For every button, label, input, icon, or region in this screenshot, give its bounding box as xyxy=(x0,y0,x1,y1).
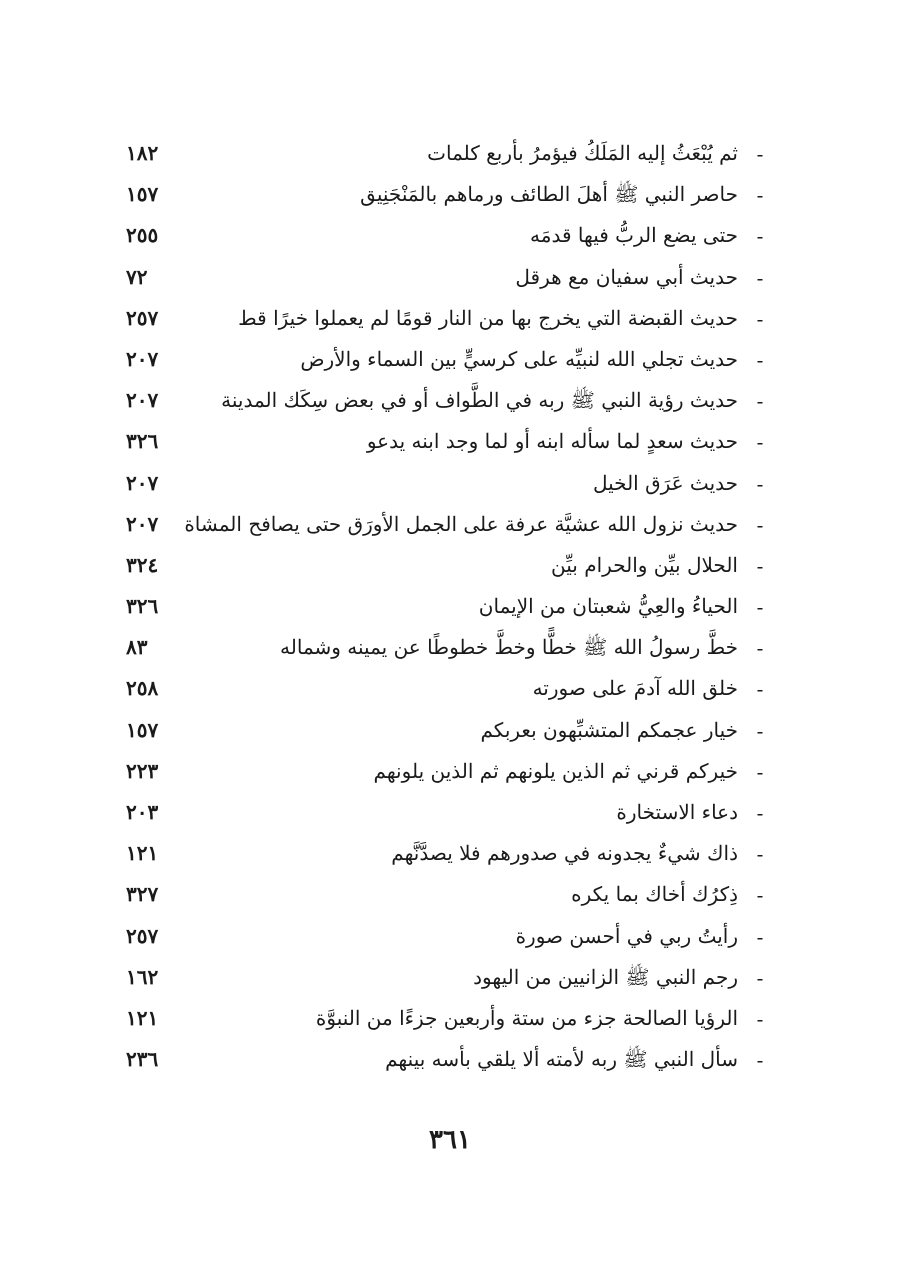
entry-text: ذاك شيءٌ يجدونه في صدورهم فلا يصدَّنَّهم xyxy=(391,841,738,866)
entry-page-number: ٢٠٧ xyxy=(126,346,159,371)
entry-text: خيار عجمكم المتشبِّهون بعربكم xyxy=(480,717,738,742)
index-entry xyxy=(120,628,768,669)
entry-text: حتى يضع الربُّ فيها قدمَه xyxy=(530,223,738,248)
entry-dash: - xyxy=(756,224,764,249)
entry-dash: - xyxy=(756,759,764,784)
index-entry xyxy=(120,958,768,999)
index-entry xyxy=(120,546,768,587)
index-entry xyxy=(120,381,768,422)
page-number: ٣٦١ xyxy=(429,1125,471,1155)
index-entry xyxy=(120,711,768,752)
entry-text: ذِكرُك أخاك بما يكره xyxy=(571,882,738,907)
entry-text: خلق الله آدمَ على صورته xyxy=(532,676,738,701)
entry-page-number: ١٢١ xyxy=(126,841,159,866)
entry-text: خيركم قرني ثم الذين يلونهم ثم الذين يلونهم xyxy=(373,758,738,783)
index-entry xyxy=(120,299,768,340)
index-entry xyxy=(120,175,768,216)
entry-text: رجم النبي ﷺ الزانيين من اليهود xyxy=(473,964,738,989)
entry-text: خطَّ رسولُ الله ﷺ خطًّا وخطَّ خطوطًا عن يمينه وشماله xyxy=(280,635,738,660)
entry-page-number: ٢٢٣ xyxy=(126,758,159,783)
entry-dash: - xyxy=(756,306,764,331)
entry-page-number: ٣٢٦ xyxy=(126,429,159,454)
entry-page-number: ٣٢٦ xyxy=(126,594,159,619)
entry-page-number: ٢٥٧ xyxy=(126,305,159,330)
entry-dash: - xyxy=(756,636,764,661)
entry-page-number: ٢٥٨ xyxy=(126,676,159,701)
entry-text: الرؤيا الصالحة جزء من ستة وأربعين جزءًا من النبوَّة xyxy=(315,1005,738,1030)
entry-page-number: ٢٥٥ xyxy=(126,223,159,248)
index-entry xyxy=(120,422,768,463)
entry-dash: - xyxy=(756,389,764,414)
entry-page-number: ١٨٢ xyxy=(126,141,159,165)
entry-dash: - xyxy=(756,1006,764,1031)
entry-text: دعاء الاستخارة xyxy=(616,800,738,824)
entry-text: رأيتُ ربي في أحسن صورة xyxy=(515,923,738,948)
entry-page-number: ٢٠٧ xyxy=(126,388,159,413)
index-entry xyxy=(120,134,768,175)
entry-page-number: ٢٥٧ xyxy=(126,923,159,948)
entry-dash: - xyxy=(756,595,764,620)
entry-page-number: ١٦٢ xyxy=(126,964,159,989)
entry-text: الحياءُ والعِيُّ شعبتان من الإيمان xyxy=(478,594,738,619)
entry-text: حديث سعدٍ لما سأله ابنه أو لما وجد ابنه يدعو xyxy=(366,429,738,454)
entry-dash: - xyxy=(756,965,764,990)
entry-text: حديث القبضة التي يخرج بها من النار قومًا لم يعملوا خيرًا قط xyxy=(238,305,738,330)
entry-text: حديث تجلي الله لنبيِّه على كرسيٍّ بين السماء والأرض xyxy=(300,346,738,371)
entry-page-number: ٨٣ xyxy=(126,635,148,660)
entry-dash: - xyxy=(756,883,764,908)
entry-text: حديث عَرَق الخيل xyxy=(592,470,738,495)
index-entry xyxy=(120,669,768,710)
index-entry xyxy=(120,999,768,1040)
entry-text: حاصر النبي ﷺ أهلَ الطائف ورماهم بالمَنْجَنِيق xyxy=(360,182,738,207)
entry-text: حديث نزول الله عشيَّة عرفة على الجمل الأورَق حتى يصافح المشاة xyxy=(184,511,738,536)
index-entry xyxy=(120,917,768,958)
entry-dash: - xyxy=(756,512,764,537)
index-entry xyxy=(120,875,768,916)
index-entry xyxy=(120,793,768,834)
hadith-index-list xyxy=(120,134,768,1081)
index-entry xyxy=(120,216,768,257)
entry-dash: - xyxy=(756,347,764,372)
entry-dash: - xyxy=(756,265,764,290)
entry-page-number: ١٥٧ xyxy=(126,717,159,742)
index-entry xyxy=(120,505,768,546)
entry-text: الحلال بيِّن والحرام بيِّن xyxy=(551,552,738,577)
index-entry xyxy=(120,834,768,875)
entry-dash: - xyxy=(756,1048,764,1073)
entry-page-number: ١٥٧ xyxy=(126,182,159,207)
entry-text: حديث رؤية النبي ﷺ ربه في الطَّواف أو في بعض سِكَك المدينة xyxy=(221,388,738,413)
entry-page-number: ٧٢ xyxy=(126,264,148,289)
index-entry xyxy=(120,752,768,793)
entry-dash: - xyxy=(756,183,764,208)
entry-dash: - xyxy=(756,430,764,455)
entry-text: حديث أبي سفيان مع هرقل xyxy=(515,264,738,289)
entry-dash: - xyxy=(756,471,764,496)
entry-page-number: ٢٠٧ xyxy=(126,511,159,536)
entry-text: ثم يُبْعَثُ إليه المَلَكُ فيؤمرُ بأربع كلمات xyxy=(427,141,738,165)
entry-page-number: ٢٠٣ xyxy=(126,800,159,824)
entry-page-number: ٣٢٧ xyxy=(126,882,159,907)
index-entry xyxy=(120,1040,768,1081)
index-entry xyxy=(120,340,768,381)
entry-dash: - xyxy=(756,801,764,825)
entry-page-number: ٢٣٦ xyxy=(126,1047,159,1072)
entry-page-number: ٢٠٧ xyxy=(126,470,159,495)
entry-page-number: ١٢١ xyxy=(126,1005,159,1030)
entry-dash: - xyxy=(756,842,764,867)
index-entry xyxy=(120,258,768,299)
entry-dash: - xyxy=(756,924,764,949)
entry-page-number: ٣٢٤ xyxy=(126,552,159,577)
entry-dash: - xyxy=(756,142,764,166)
entry-dash: - xyxy=(756,718,764,743)
entry-text: سأل النبي ﷺ ربه لأمته ألا يلقي بأسه بينهم xyxy=(385,1047,738,1072)
entry-dash: - xyxy=(756,677,764,702)
index-entry xyxy=(120,464,768,505)
entry-dash: - xyxy=(756,553,764,578)
index-entry xyxy=(120,587,768,628)
